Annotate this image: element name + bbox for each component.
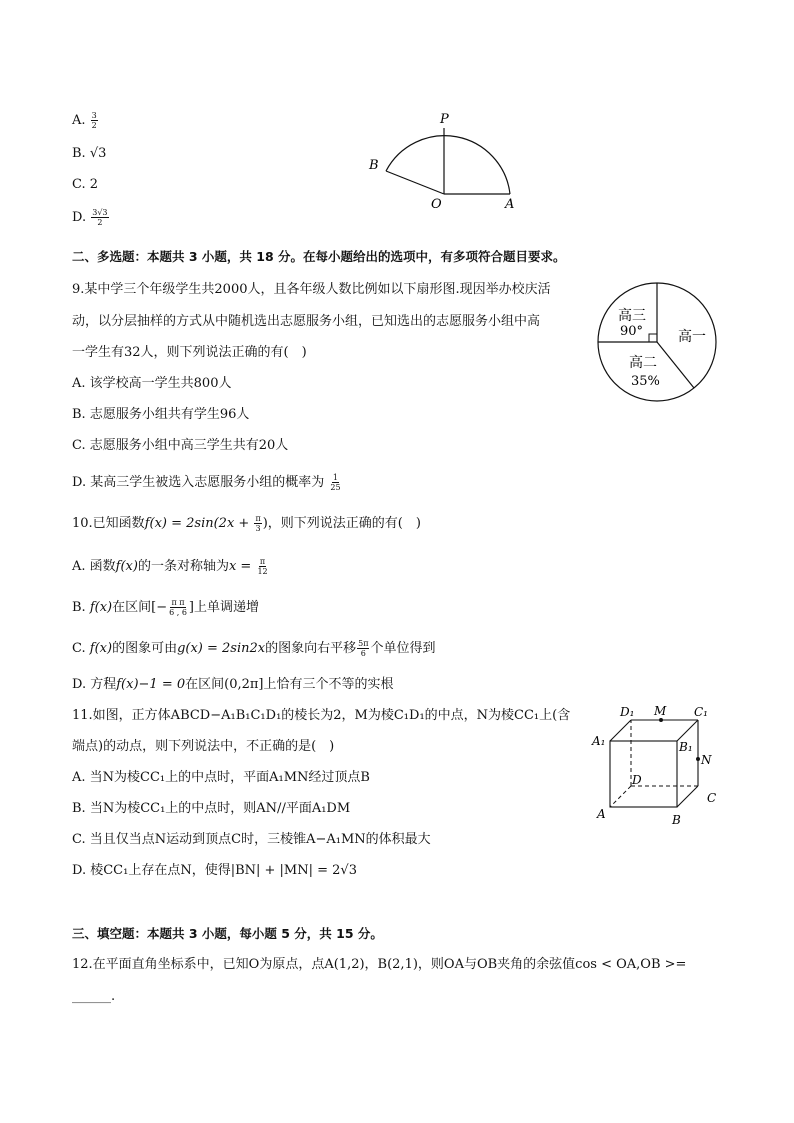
pie-label-g2: 高二	[629, 355, 657, 371]
q10-option-a: A. 函数f(x)的一条对称轴为x = $\frac{\pi}{12}$	[72, 557, 268, 576]
section2-heading: 二、多选题：本题共 3 小题，共 18 分。在每小题给出的选项中，有多项符合题目要求。	[72, 249, 566, 264]
cube-label-b: B	[672, 813, 681, 827]
cube-point-n	[696, 757, 700, 761]
q10-stem: 10.已知函数f(x) = 2sin(2x + $\frac{\pi}{3}$ )，则下列说法正确的有( )	[72, 514, 421, 533]
pie-label-g2-pct: 35%	[631, 374, 660, 389]
cube-label-m: M	[654, 704, 667, 718]
q11-stem-line2: 端点)的动点，则下列说法中，不正确的是( )	[72, 739, 335, 754]
cube-label-a1: A₁	[592, 734, 606, 748]
pie-label-g3: 高三	[618, 308, 646, 324]
figure-label-o: O	[431, 197, 442, 212]
cube-label-d1: D₁	[620, 705, 635, 719]
cube-label-c1: C₁	[694, 705, 708, 719]
q8-option-a: A. $\frac{3}{2}$	[72, 111, 97, 130]
q10-option-d: D. 方程f(x)−1 = 0在区间(0,2π]上恰有三个不等的实根	[72, 677, 394, 692]
cube-label-a: A	[597, 807, 606, 821]
q9-stem-line3: 一学生有32人，则下列说法正确的有( )	[72, 345, 307, 360]
q9-option-b: B. 志愿服务小组共有学生96人	[72, 407, 250, 422]
q9-option-a: A. 该学校高一学生共800人	[72, 376, 232, 391]
q10-option-b: B. f(x)在区间[− $\frac{\text{π π}}{6 , 6}$ ]上单调递增	[72, 598, 259, 617]
cube-label-c: C	[707, 791, 717, 805]
q11-option-a: A. 当N为棱CC₁上的中点时，平面A₁MN经过顶点B	[72, 770, 370, 785]
cube-label-d: D	[632, 773, 642, 787]
q9-option-c: C. 志愿服务小组中高三学生共有20人	[72, 438, 289, 453]
grade-pie-chart	[596, 281, 718, 403]
q11-stem-line1: 11.如图，正方体ABCD−A₁B₁C₁D₁的棱长为2，M为棱C₁D₁的中点，N为棱CC₁上(含	[72, 708, 571, 723]
q9-stem-line1: 9.某中学三个年级学生共2000人，且各年级人数比例如以下扇形图.现因举办校庆活	[72, 282, 551, 297]
q11-option-b: B. 当N为棱CC₁上的中点时，则AN//平面A₁DM	[72, 801, 351, 816]
figure-label-p: P	[440, 112, 449, 127]
q9-stem-line2: 动，以分层抽样的方式从中随机选出志愿服务小组，已知选出的志愿服务小组中高	[72, 314, 541, 329]
q10-option-c: C. f(x)的图象可由g(x) = 2sin2x的图象向右平移 $\frac{5\pi}{6}$ 个单位得到	[72, 639, 436, 658]
q9-option-d: D. 某高三学生被选入志愿服务小组的概率为 $\frac{1}{25}$	[72, 473, 341, 492]
q8-option-d: D. $\frac{3√3}{2}$	[72, 208, 108, 227]
cube-figure	[590, 702, 722, 830]
pie-label-g3-angle: 90°	[620, 324, 644, 339]
figure-label-a: A	[505, 197, 515, 212]
q8-sector-figure	[362, 108, 532, 212]
q12-stem: 12.在平面直角坐标系中，已知O为原点，点A(1,2)，B(2,1)，则OA与OB夹角的余弦值cos < OA,OB >=	[72, 957, 687, 972]
pie-label-g1: 高一	[678, 329, 706, 345]
section3-heading: 三、填空题：本题共 3 小题，每小题 5 分，共 15 分。	[72, 926, 383, 941]
cube-point-m	[659, 718, 663, 722]
q11-option-c: C. 当且仅当点N运动到顶点C时，三棱锥A−A₁MN的体积最大	[72, 832, 431, 847]
cube-label-n: N	[701, 753, 712, 767]
cube-label-b1: B₁	[679, 740, 693, 754]
q11-option-d: D. 棱CC₁上存在点N，使得|BN| + |MN| = 2√3	[72, 863, 357, 878]
q12-answer-blank[interactable]: ______.	[72, 989, 116, 1004]
figure-label-b: B	[369, 158, 379, 173]
q8-option-b: B. √3	[72, 146, 107, 161]
q8-option-c: C. 2	[72, 177, 99, 192]
